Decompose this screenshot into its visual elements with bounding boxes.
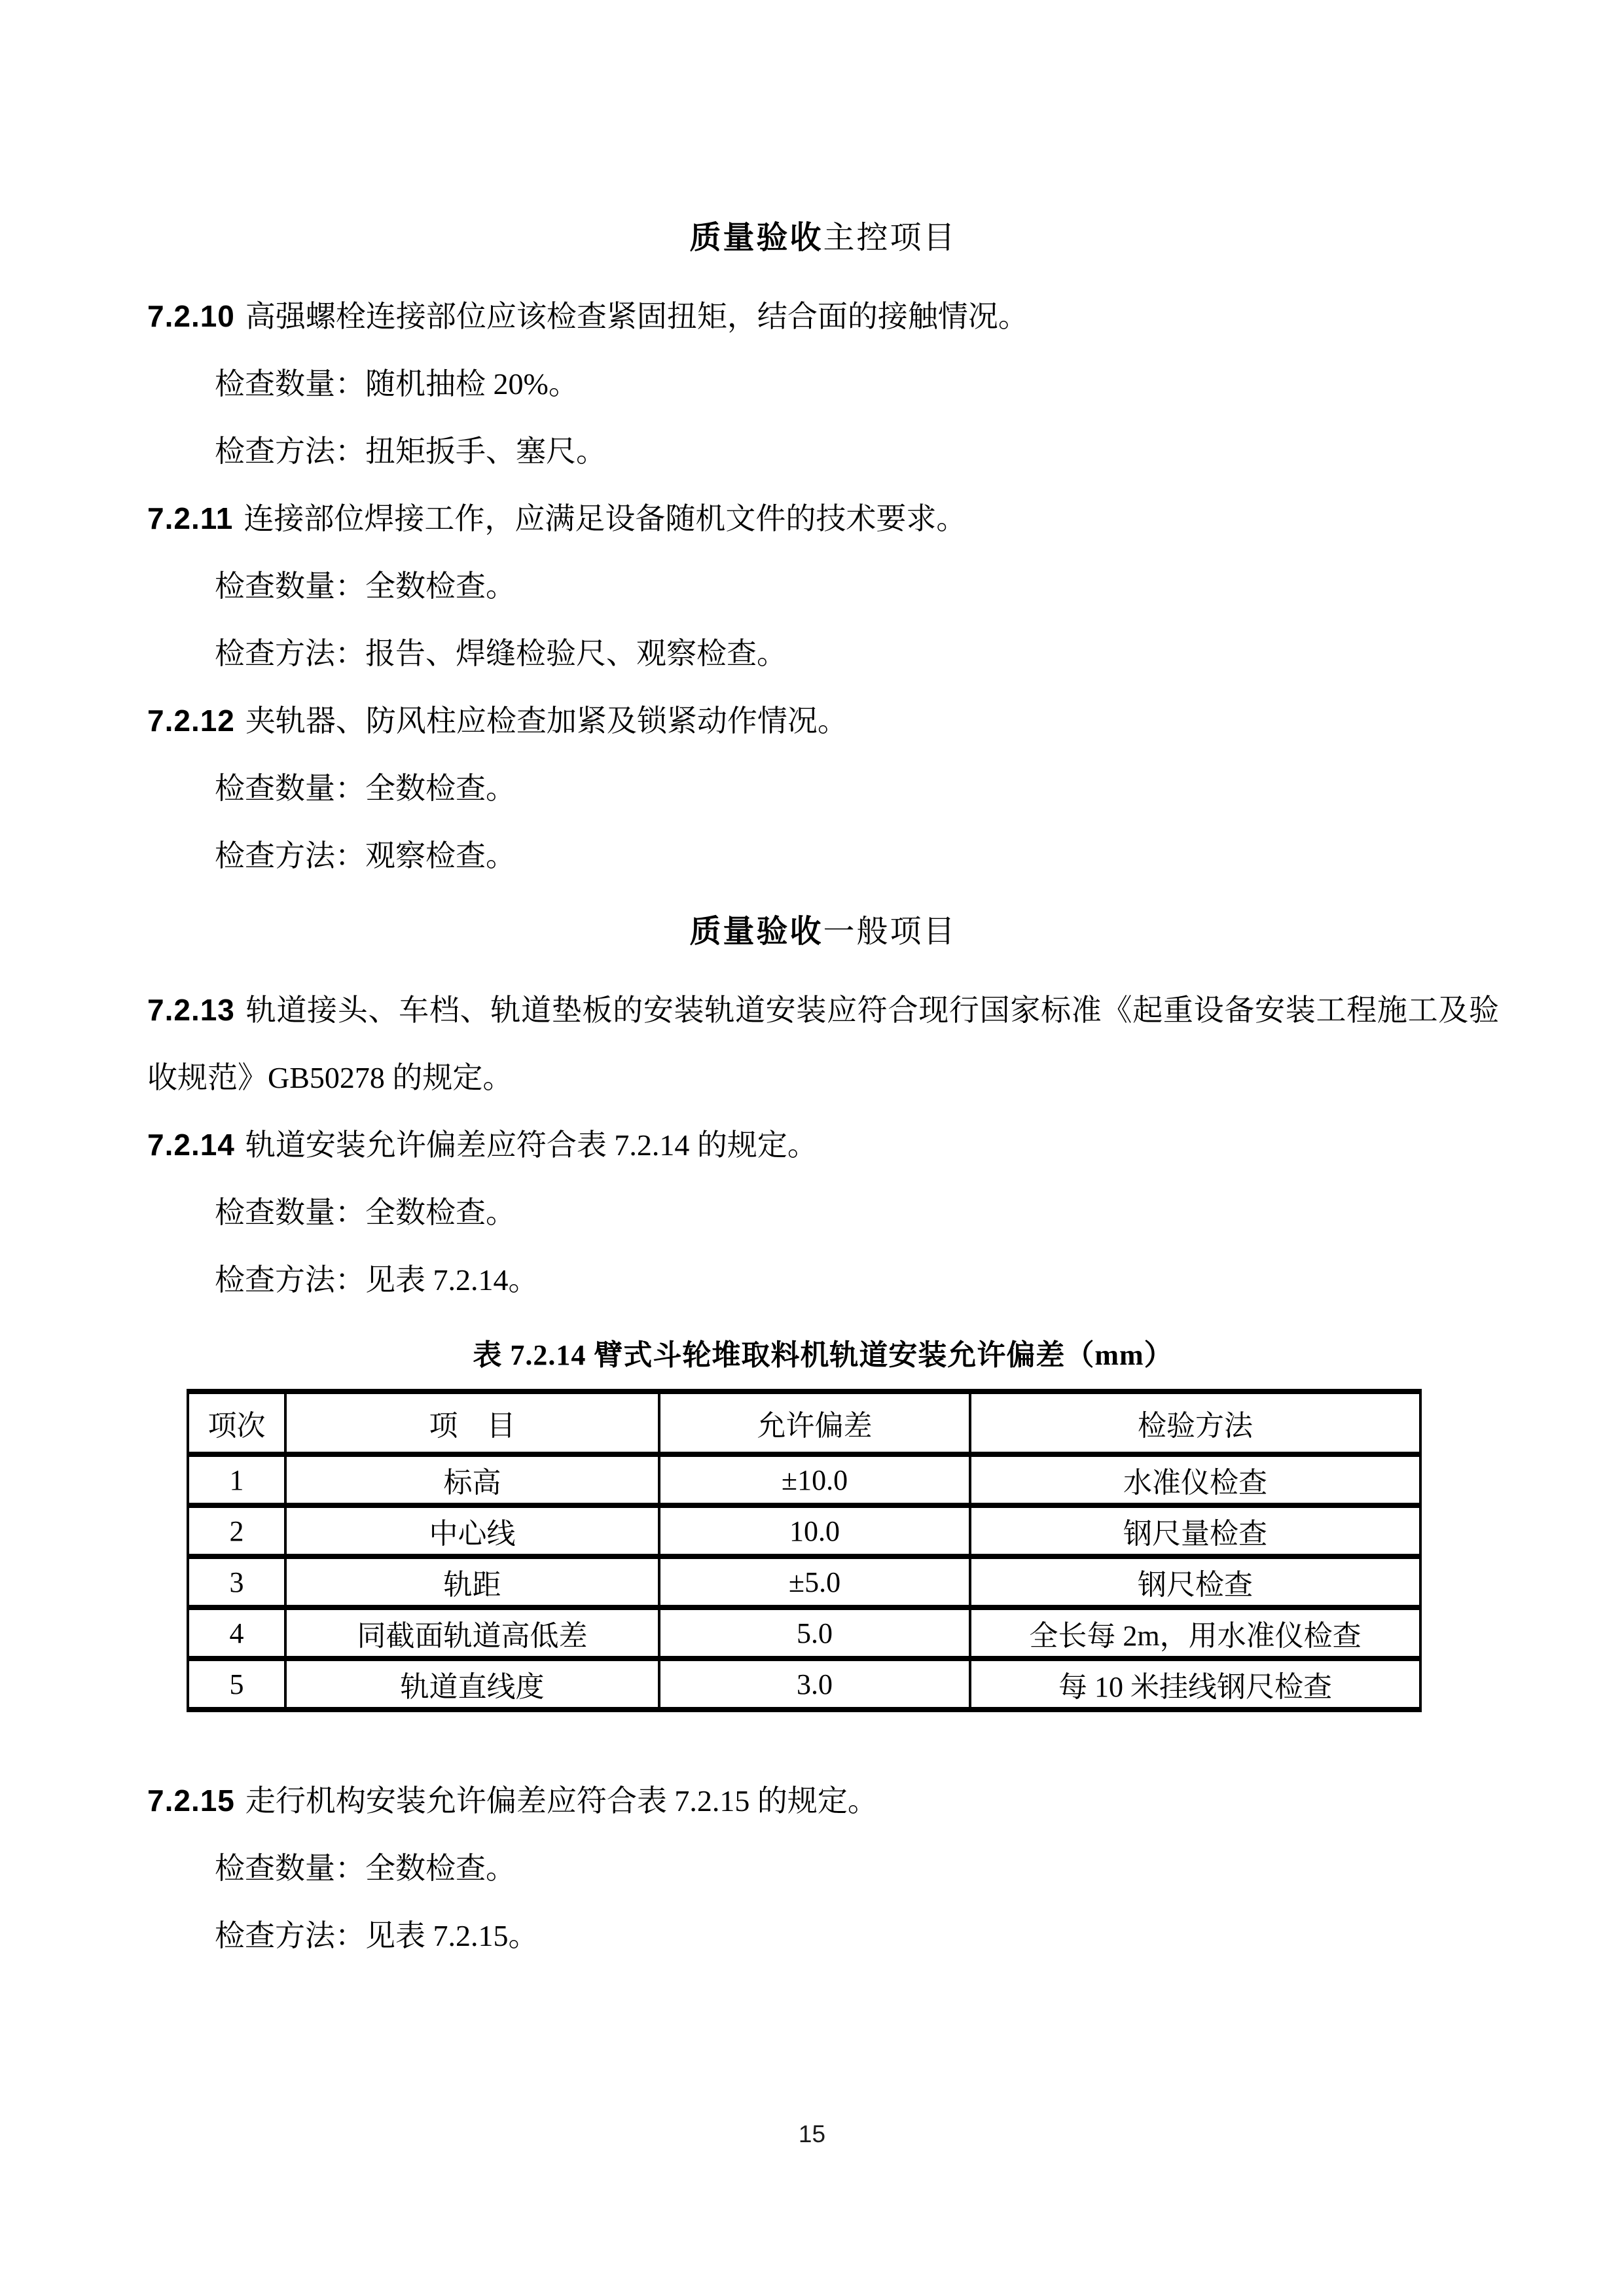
cell-item-no: 5	[188, 1659, 285, 1710]
heading-bold-part: 质量验收	[689, 914, 823, 949]
clause-number: 7.2.10	[147, 299, 235, 333]
clause-7-2-10-method: 检查方法：扭矩扳手、塞尺。	[215, 435, 606, 468]
table-row	[188, 1454, 1420, 1505]
clause-7-2-12-method: 检查方法：观察检查。	[215, 839, 516, 872]
table-header-tolerance: 允许偏差	[659, 1391, 970, 1454]
clause-number: 7.2.14	[147, 1128, 235, 1162]
clause-number: 7.2.13	[147, 993, 235, 1027]
table-row	[188, 1556, 1420, 1607]
heading-rest-part: 一般项目	[823, 914, 957, 949]
cell-method: 每 10 米挂线钢尺检查	[970, 1659, 1420, 1710]
heading-bold-part: 质量验收	[689, 221, 823, 255]
clause-number: 7.2.15	[147, 1784, 235, 1818]
clause-7-2-15-quantity: 检查数量：全数检查。	[215, 1852, 516, 1885]
cell-item: 轨道直线度	[285, 1659, 659, 1710]
section-heading-master-items	[147, 204, 1499, 272]
clause-7-2-15-method: 检查方法：见表 7.2.15。	[215, 1919, 539, 1952]
cell-item: 标高	[285, 1454, 659, 1505]
section-heading-general-items	[147, 898, 1499, 965]
clause-7-2-11-method: 检查方法：报告、焊缝检验尺、观察检查。	[215, 637, 787, 670]
table-header-row	[188, 1391, 1420, 1454]
clause-7-2-15	[147, 1767, 1499, 1835]
cell-item-no: 3	[188, 1556, 285, 1607]
cell-item: 轨距	[285, 1556, 659, 1607]
cell-item-no: 2	[188, 1505, 285, 1556]
clause-text: 轨道接头、车档、轨道垫板的安装轨道安装应符合现行国家标准《起重设备安装工程施工及验收规范》GB50278 的规定。	[147, 994, 1499, 1094]
table-row	[188, 1607, 1420, 1659]
heading-rest-part: 主控项目	[823, 221, 957, 255]
clause-7-2-10	[147, 283, 1499, 350]
clause-7-2-14	[147, 1111, 1499, 1179]
clause-text: 夹轨器、防风柱应检查加紧及锁紧动作情况。	[245, 704, 848, 738]
table-row	[188, 1505, 1420, 1556]
clause-text: 走行机构安装允许偏差应符合表 7.2.15 的规定。	[245, 1784, 878, 1818]
clause-7-2-11-quantity: 检查数量：全数检查。	[215, 569, 516, 603]
table-header-item: 项 目	[285, 1391, 659, 1454]
cell-method: 全长每 2m，用水准仪检查	[970, 1607, 1420, 1659]
clause-text: 轨道安装允许偏差应符合表 7.2.14 的规定。	[245, 1128, 818, 1162]
clause-7-2-12	[147, 687, 1499, 755]
clause-7-2-10-quantity: 检查数量：随机抽检 20%。	[215, 367, 579, 401]
cell-method: 水准仪检查	[970, 1454, 1420, 1505]
clause-7-2-12-quantity: 检查数量：全数检查。	[215, 772, 516, 805]
table-header-method: 检验方法	[970, 1391, 1420, 1454]
table-caption: 表 7.2.14 臂式斗轮堆取料机轨道安装允许偏差（mm）	[473, 1339, 1174, 1371]
page-number: 15	[798, 2121, 826, 2147]
clause-7-2-14-quantity: 检查数量：全数检查。	[215, 1196, 516, 1229]
cell-method: 钢尺检查	[970, 1556, 1420, 1607]
tolerance-table	[187, 1389, 1422, 1712]
clause-number: 7.2.11	[147, 501, 234, 535]
clause-7-2-14-method: 检查方法：见表 7.2.14。	[215, 1263, 539, 1297]
cell-tolerance: ±5.0	[659, 1556, 970, 1607]
cell-item-no: 4	[188, 1607, 285, 1659]
cell-tolerance: 3.0	[659, 1659, 970, 1710]
clause-7-2-13	[147, 977, 1499, 1111]
table-header-item-no: 项次	[188, 1391, 285, 1454]
cell-item-no: 1	[188, 1454, 285, 1505]
cell-item: 同截面轨道高低差	[285, 1607, 659, 1659]
cell-tolerance: 5.0	[659, 1607, 970, 1659]
clause-text: 连接部位焊接工作，应满足设备随机文件的技术要求。	[244, 502, 967, 535]
cell-tolerance: ±10.0	[659, 1454, 970, 1505]
cell-item: 中心线	[285, 1505, 659, 1556]
cell-method: 钢尺量检查	[970, 1505, 1420, 1556]
cell-tolerance: 10.0	[659, 1505, 970, 1556]
clause-text: 高强螺栓连接部位应该检查紧固扭矩，结合面的接触情况。	[245, 300, 1028, 333]
table-row	[188, 1659, 1420, 1710]
clause-number: 7.2.12	[147, 704, 235, 738]
clause-7-2-11	[147, 485, 1499, 552]
